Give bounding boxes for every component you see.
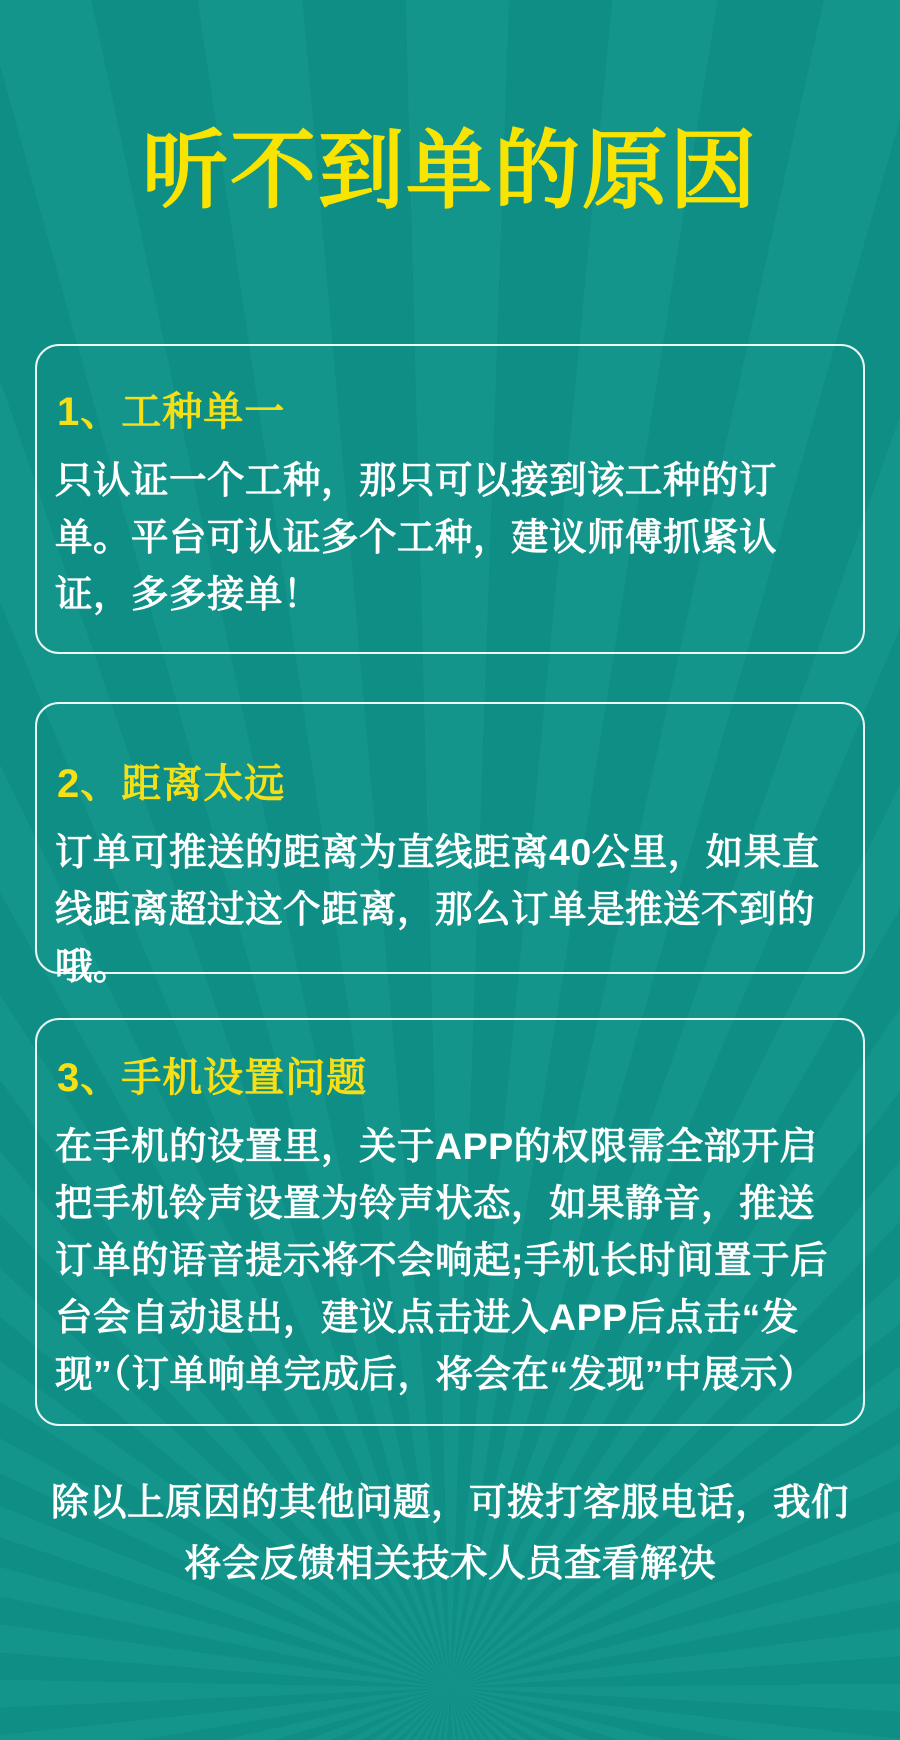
reason-1-heading: 1、工种单一 <box>57 390 286 434</box>
reason-card-3 <box>35 1018 865 1426</box>
reason-3-heading: 3、手机设置问题 <box>57 1056 368 1100</box>
reason-1-body: 只认证一个工种，那只可以接到该工种的订单。平台可认证多个工种，建议师傅抓紧认证，多多接单！ <box>55 459 777 615</box>
footer-note: 除以上原因的其他问题，可拨打客服电话，我们将会反馈相关技术人员查看解决 <box>51 1481 849 1584</box>
reason-2-heading: 2、距离太远 <box>57 762 286 806</box>
reason-card-2 <box>35 702 865 987</box>
reason-card-1 <box>35 344 865 654</box>
reason-2-body: 订单可推送的距离为直线距离40公里，如果直线距离超过这个距离，那么订单是推送不到的哦。 <box>55 831 820 987</box>
reason-3-body: 在手机的设置里，关于APP的权限需全部开启把手机铃声设置为铃声状态，如果静音，推送订单的语音提示将不会响起;手机长时间置于后台会自动退出，建议点击进入APP后点击“发现”（订单响单完成后，将会在“发现”中展示） <box>55 1125 828 1395</box>
page-title: 听不到单的原因 <box>142 123 758 219</box>
